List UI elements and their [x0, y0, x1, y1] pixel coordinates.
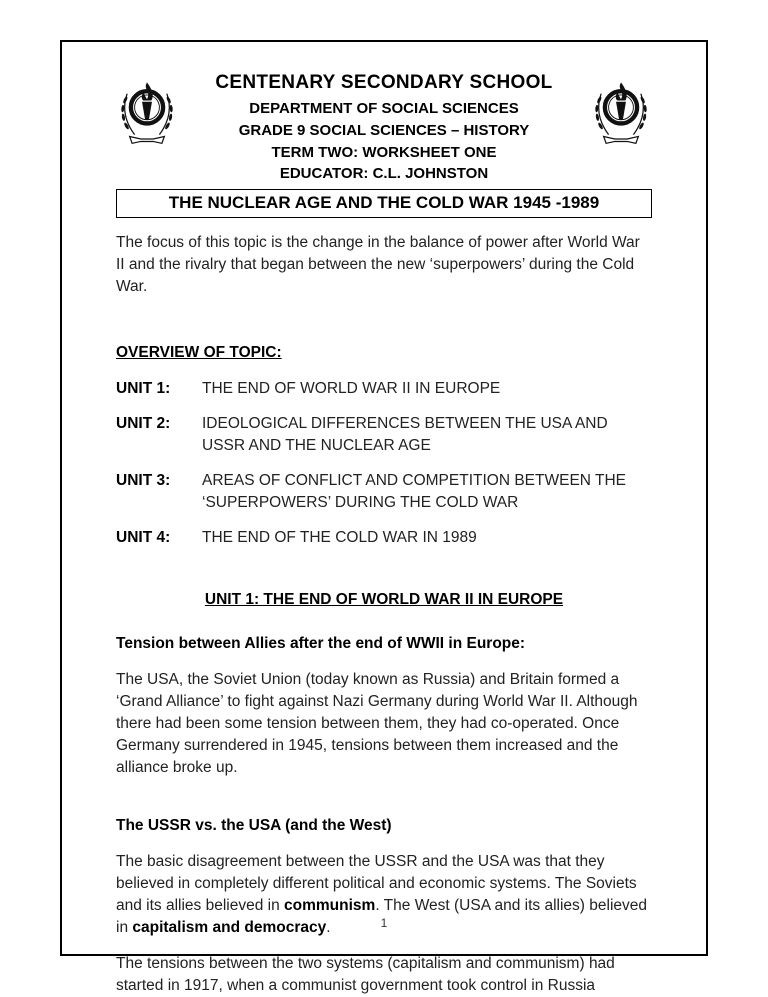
- worksheet-title: THE NUCLEAR AGE AND THE COLD WAR 1945 -1989: [168, 193, 600, 212]
- tensions-1917-paragraph: The tensions between the two systems (capitalism and communism) had started in 1917, when a communist government took control in Russia: [116, 955, 615, 994]
- tension-paragraph: The USA, the Soviet Union (today known as Russia) and Britain formed a ‘Grand Alliance’ to fight against Nazi Germany during World War II. Although there had been some tension between them, they had co-operated. Once Germany surrendered in 1945, tensions between them increased and the alliance broke up.: [116, 671, 638, 776]
- educator-line: EDUCATOR: C.L. JOHNSTON: [279, 165, 489, 183]
- unit-label: UNIT 2:: [116, 415, 171, 432]
- unit-text: THE END OF THE COLD WAR IN 1989: [202, 529, 477, 546]
- unit-list: [116, 378, 652, 549]
- school-name: CENTENARY SECONDARY SCHOOL: [215, 72, 553, 93]
- overview-heading: OVERVIEW OF TOPIC:: [116, 344, 282, 361]
- unit-label: UNIT 1:: [116, 380, 171, 397]
- grade-line: GRADE 9 SOCIAL SCIENCES – HISTORY: [238, 121, 530, 139]
- document-body: [116, 232, 652, 997]
- paragraph-text: .: [326, 919, 331, 936]
- header: [116, 72, 652, 185]
- page-number: 1: [380, 916, 388, 930]
- tension-subheading: Tension between Allies after the end of WWII in Europe:: [116, 635, 526, 652]
- unit-text: AREAS OF CONFLICT AND COMPETITION BETWEEN THE ‘SUPERPOWERS’ DURING THE COLD WAR: [202, 472, 627, 511]
- department-line: DEPARTMENT OF SOCIAL SCIENCES: [249, 100, 519, 117]
- paragraph-text: . The West (USA and its allies) believed in: [116, 897, 648, 936]
- page-border: [60, 40, 708, 994]
- school-crest-left: [116, 72, 178, 153]
- intro-paragraph: The focus of this topic is the change in the balance of power after World War II and the rivalry that began between the new ‘superpowers’ during the Cold War.: [116, 234, 640, 295]
- unit-row-4: [116, 527, 652, 549]
- term-line: TERM TWO: WORKSHEET ONE: [271, 143, 497, 161]
- bold-term-communism: communism: [284, 897, 376, 914]
- bold-term-capitalism: capitalism and democracy: [132, 919, 327, 936]
- worksheet-title-box: [116, 189, 652, 218]
- header-text: [178, 72, 590, 185]
- unit-row-1: [116, 378, 652, 400]
- paragraph-text: The basic disagreement between the USSR and the USA was that they believed in completely different political and economic systems. The Soviets and its allies believed in: [116, 853, 637, 914]
- unit-row-3: [116, 470, 652, 514]
- unit-text: IDEOLOGICAL DIFFERENCES BETWEEN THE USA AND USSR AND THE NUCLEAR AGE: [202, 415, 608, 454]
- unit-row-2: [116, 413, 652, 457]
- unit-label: UNIT 4:: [116, 529, 171, 546]
- ussr-vs-usa-subheading: The USSR vs. the USA (and the West): [116, 817, 392, 834]
- torch-emblem-icon: [116, 76, 178, 148]
- unit-text: THE END OF WORLD WAR II IN EUROPE: [202, 380, 501, 397]
- torch-emblem-icon: [590, 76, 652, 148]
- unit1-heading: UNIT 1: THE END OF WORLD WAR II IN EUROPE: [204, 591, 564, 608]
- school-crest-right: [590, 72, 652, 153]
- unit-label: UNIT 3:: [116, 472, 171, 489]
